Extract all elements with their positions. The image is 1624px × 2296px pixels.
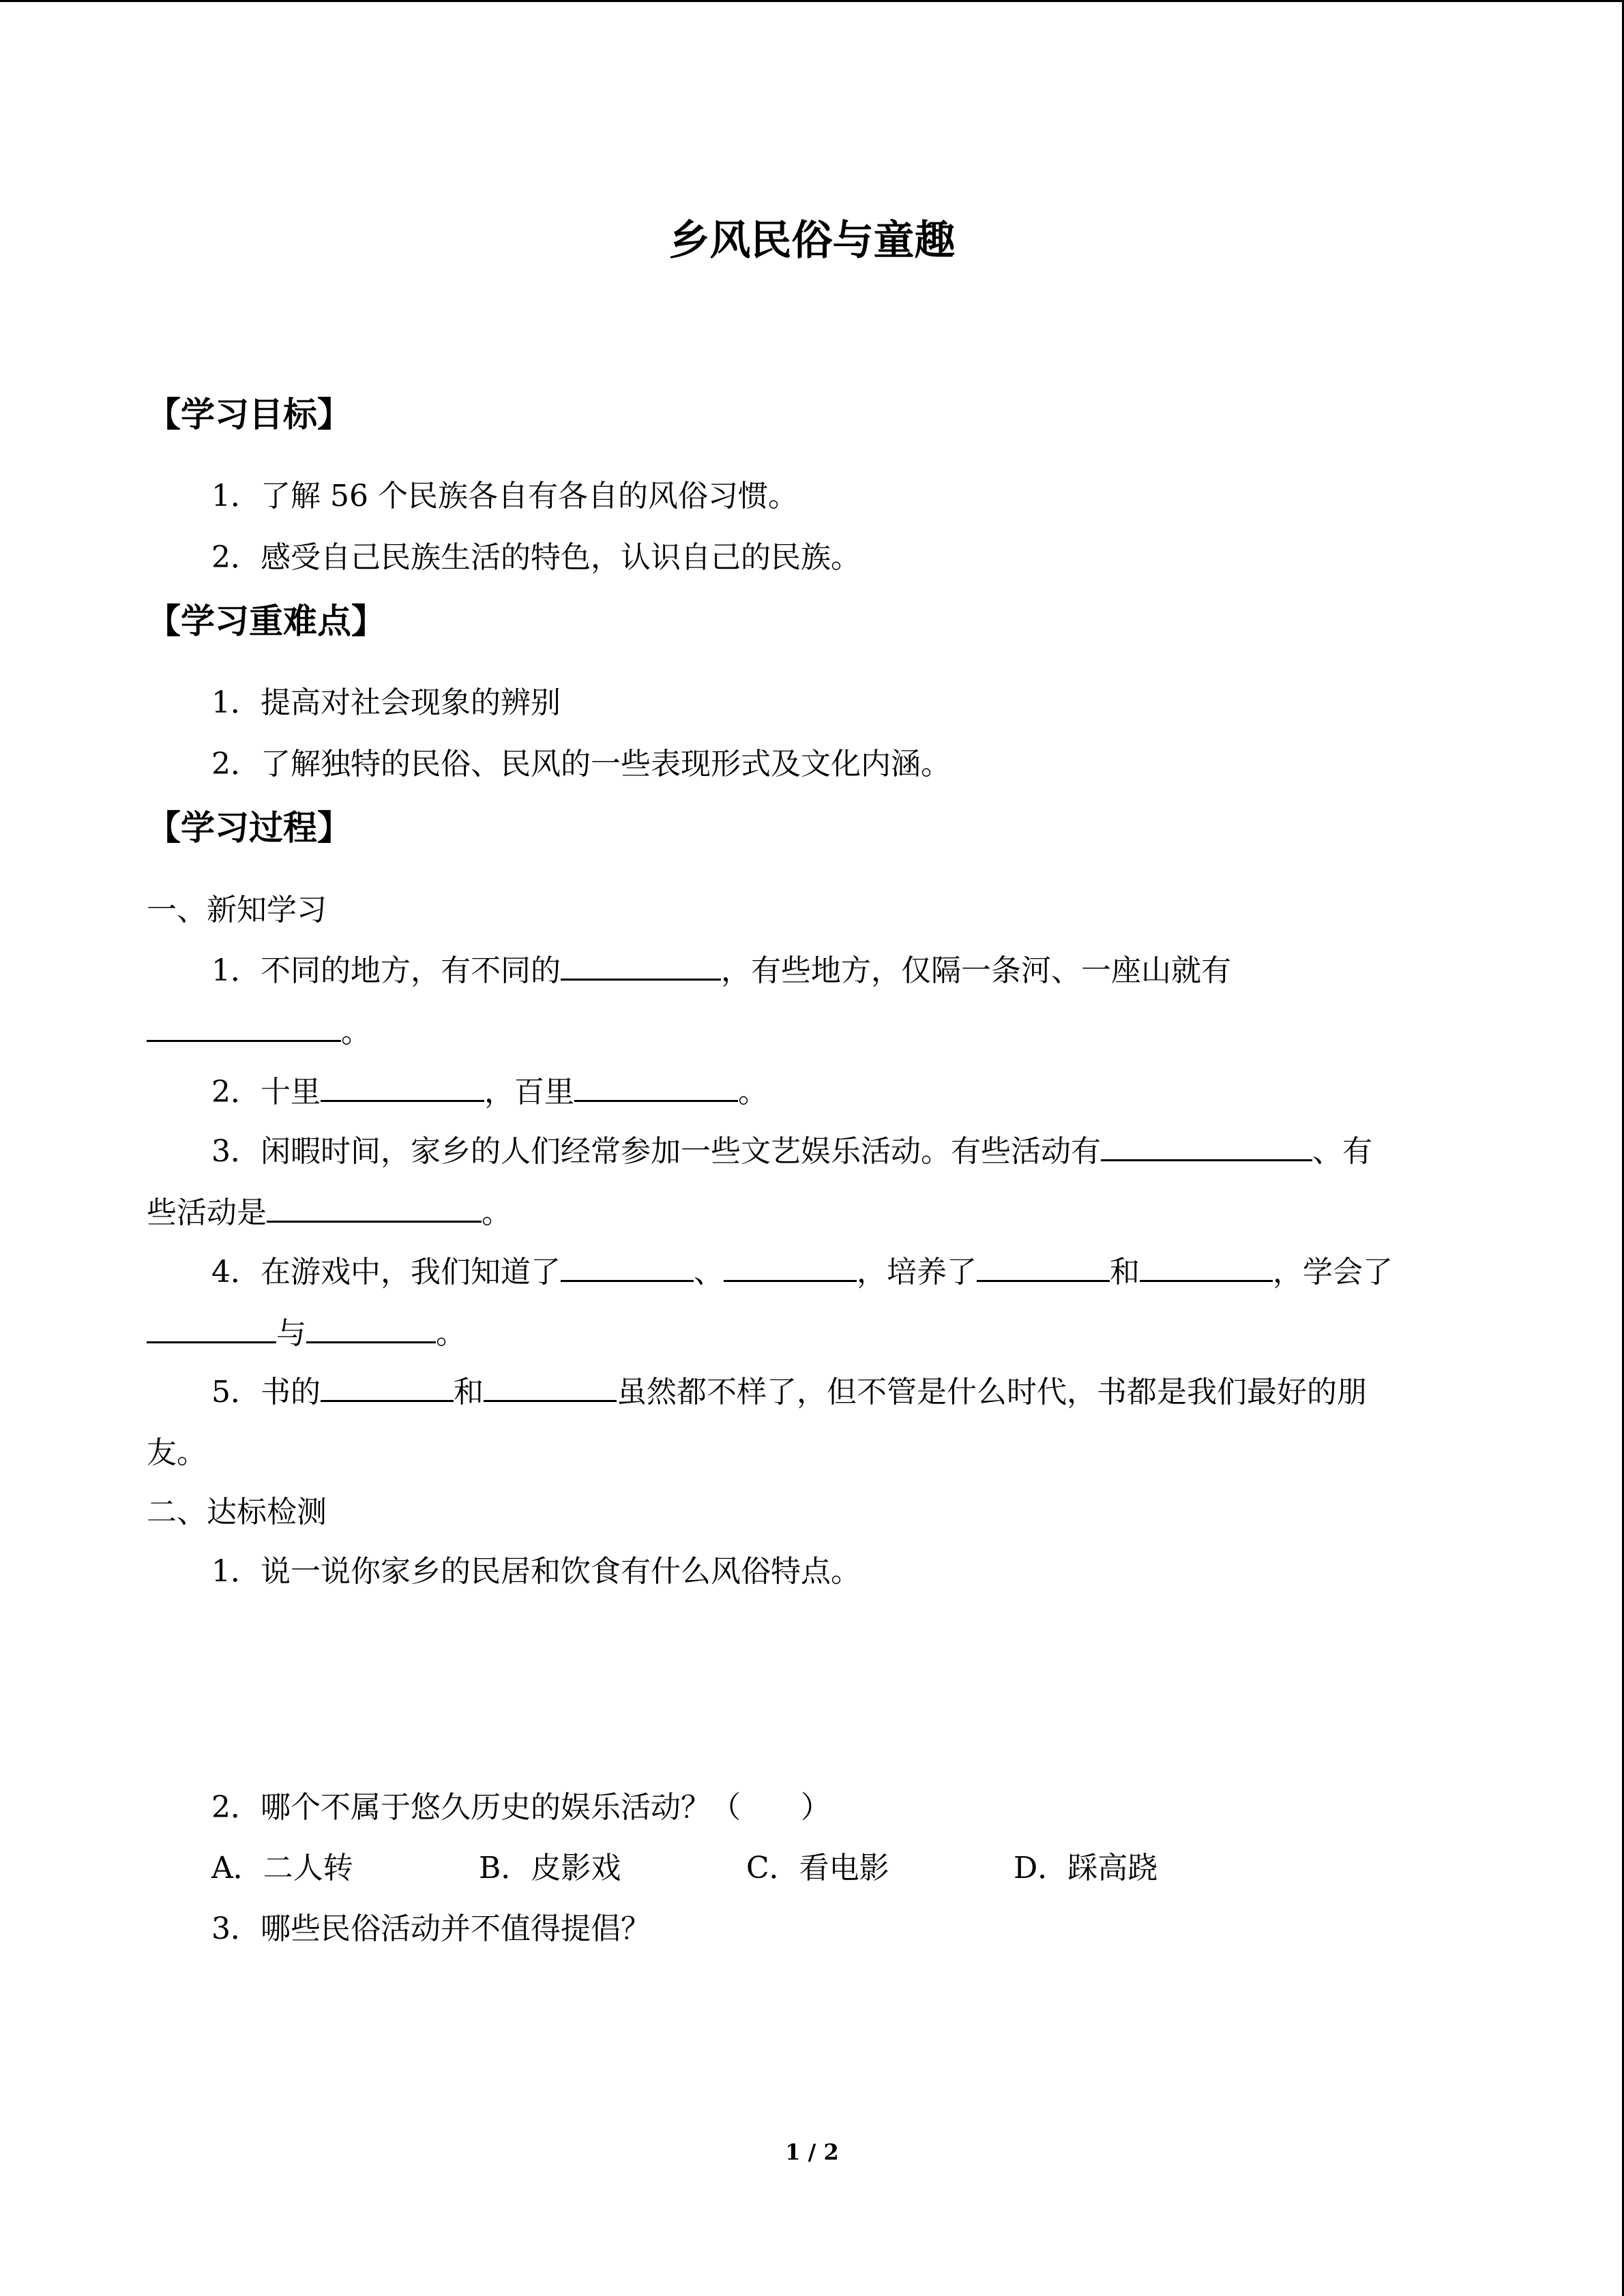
fill-blank[interactable] (1101, 1131, 1312, 1161)
page-title: 乡风民俗与童趣 (668, 217, 956, 265)
fill-blank[interactable] (147, 1313, 276, 1343)
question-4-line-2: 与 。 (147, 1313, 466, 1354)
fill-blank[interactable] (1140, 1251, 1273, 1282)
test-question-3: 3．哪些民俗活动并不值得提倡？ (211, 1911, 651, 1946)
option-b[interactable]: B．皮影戏 (479, 1851, 621, 1885)
fill-blank[interactable] (561, 950, 721, 981)
question-1-line-2: 。 (147, 1011, 371, 1053)
fill-blank[interactable] (321, 1371, 454, 1402)
fill-blank[interactable] (724, 1251, 857, 1282)
goal-item-1: 1．了解 56 个民族各自有各自的风俗习惯。 (211, 479, 798, 513)
goals-heading: 【学习目标】 (147, 395, 351, 434)
fill-blank[interactable] (267, 1192, 482, 1223)
question-2: 2．十里 ，百里 。 (211, 1071, 768, 1113)
part1-title: 一、新知学习 (147, 893, 327, 927)
goal-item-2: 2．感受自己民族生活的特色，认识自己的民族。 (211, 540, 861, 575)
fill-blank[interactable] (977, 1251, 1110, 1282)
key-point-item-1: 1．提高对社会现象的辨别 (211, 685, 561, 720)
test-question-1: 1．说一说你家乡的民居和饮食有什么风俗特点。 (211, 1554, 861, 1589)
key-point-item-2: 2．了解独特的民俗、民风的一些表现形式及文化内涵。 (211, 747, 951, 781)
question-5-line-1: 5．书的 和 虽然都不样了，但不管是什么时代，书都是我们最好的朋 (211, 1371, 1367, 1413)
fill-blank[interactable] (306, 1313, 436, 1343)
process-heading: 【学习过程】 (147, 808, 351, 848)
page-number: 1 / 2 (785, 2139, 839, 2165)
fill-blank[interactable] (561, 1251, 694, 1282)
option-d[interactable]: D．踩高跷 (1014, 1851, 1158, 1885)
options-row (211, 1848, 1157, 1889)
fill-blank[interactable] (574, 1071, 738, 1102)
fill-blank[interactable] (147, 1011, 341, 1042)
key-points-heading: 【学习重难点】 (147, 601, 385, 641)
option-a[interactable]: A．二人转 (211, 1851, 353, 1885)
fill-blank[interactable] (321, 1071, 484, 1102)
question-3-line-2: 些活动是 。 (147, 1192, 512, 1234)
question-5-line-2: 友。 (147, 1435, 207, 1470)
test-question-2: 2．哪个不属于悠久历史的娱乐活动？（ ） (211, 1790, 831, 1825)
option-c[interactable]: C．看电影 (746, 1851, 889, 1885)
part2-title: 二、达标检测 (147, 1495, 327, 1530)
question-1-line-1: 1．不同的地方，有不同的 ，有些地方，仅隔一条河、一座山就有 (211, 950, 1231, 992)
fill-blank[interactable] (484, 1371, 617, 1402)
question-3-line-1: 3．闲暇时间，家乡的人们经常参加一些文艺娱乐活动。有些活动有 、有 (211, 1131, 1372, 1172)
question-4-line-1: 4．在游戏中，我们知道了 、 ，培养了 和 ，学会了 (211, 1251, 1393, 1293)
